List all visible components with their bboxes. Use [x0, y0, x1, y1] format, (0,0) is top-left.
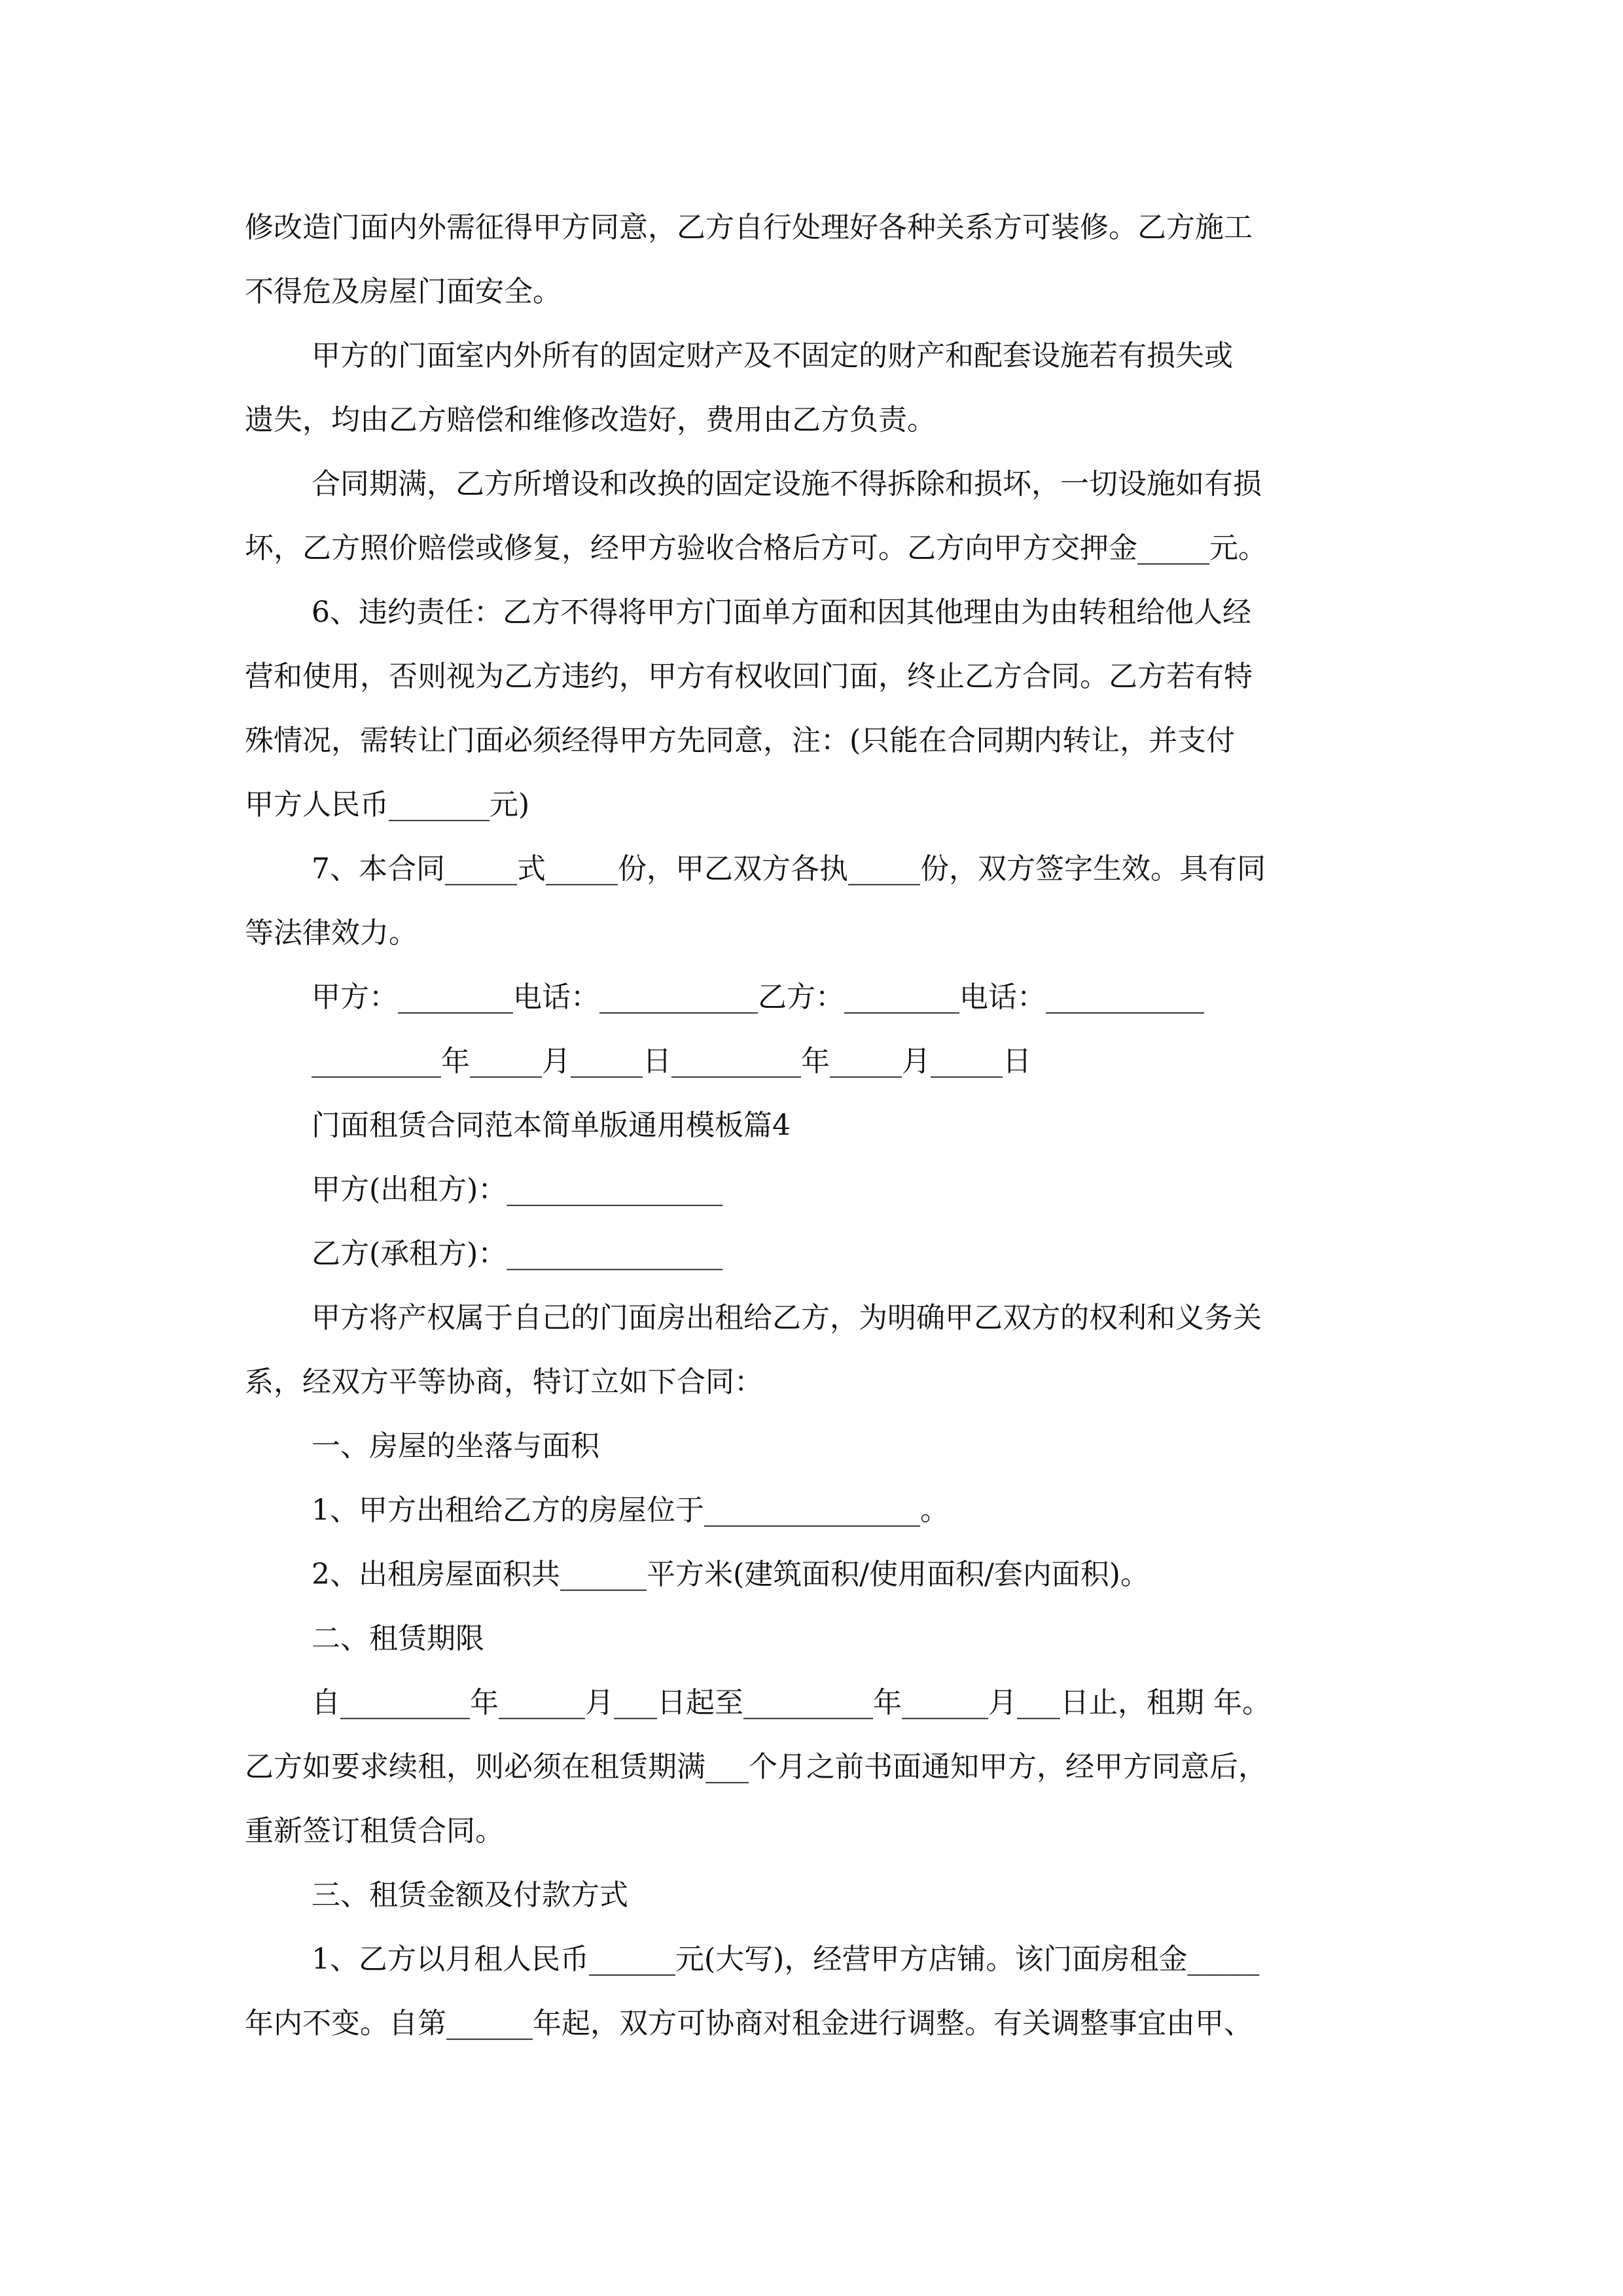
text-line: 重新签订租赁合同。	[245, 1814, 504, 1848]
section-heading: 二、租赁期限	[312, 1622, 484, 1655]
text-line: 营和使用，否则视为乙方违约，甲方有权收回门面，终止乙方合同。乙方若有特	[245, 660, 1253, 693]
section-heading: 一、房屋的坐落与面积	[312, 1429, 599, 1463]
section-heading: 三、租赁金额及付款方式	[312, 1878, 628, 1912]
text-line: 2、出租房屋面积共______平方米(建筑面积/使用面积/套内面积)。	[312, 1558, 1149, 1591]
text-line: 等法律效力。	[245, 916, 418, 950]
text-line: 自_________年______月___日起至_________年______月___日止，租期 年。	[312, 1686, 1271, 1719]
text-line: 甲方的门面室内外所有的固定财产及不固定的财产和配套设施若有损失或	[312, 339, 1233, 372]
text-line: 系，经双方平等协商，特订立如下合同：	[245, 1365, 763, 1399]
text-line: 1、乙方以月租人民币______元(大写)，经营甲方店铺。该门面房租金_____	[312, 1943, 1260, 1976]
text-line: 7、本合同_____式_____份，甲乙双方各执_____份，双方签字生效。具有同	[312, 852, 1266, 886]
lessee-line: 乙方(承租方)：_______________	[312, 1237, 723, 1270]
text-line: 坏，乙方照价赔偿或修复，经甲方验收合格后方可。乙方向甲方交押金_____元。	[245, 531, 1267, 565]
text-line: 殊情况，需转让门面必须经得甲方先同意，注：(只能在合同期内转让，并支付	[245, 724, 1236, 757]
text-line: 甲方将产权属于自己的门面房出租给乙方，为明确甲乙双方的权利和义务关	[312, 1301, 1262, 1335]
text-line: 合同期满，乙方所增设和改换的固定设施不得拆除和损坏，一切设施如有损	[312, 467, 1262, 501]
signature-line: 甲方：________电话：___________乙方：________电话：___________	[312, 980, 1204, 1014]
text-line: 遗失，均由乙方赔偿和维修改造好，费用由乙方负责。	[245, 403, 936, 437]
section-title: 门面租赁合同范本简单版通用模板篇4	[312, 1109, 791, 1142]
text-line: 修改造门面内外需征得甲方同意，乙方自行处理好各种关系方可装修。乙方施工	[245, 211, 1253, 244]
text-line: 乙方如要求续租，则必须在租赁期满___个月之前书面通知甲方，经甲方同意后，	[245, 1750, 1267, 1784]
date-line: _________年_____月_____日_________年_____月_____日	[312, 1045, 1031, 1078]
text-line: 不得危及房屋门面安全。	[245, 275, 562, 308]
text-line: 1、甲方出租给乙方的房屋位于_______________。	[312, 1494, 949, 1527]
text-line: 甲方人民币_______元)	[245, 788, 530, 821]
text-line: 年内不变。自第______年起，双方可协商对租金进行调整。有关调整事宜由甲、	[245, 2007, 1253, 2040]
lessor-line: 甲方(出租方)：_______________	[312, 1173, 723, 1206]
text-line: 6、违约责任：乙方不得将甲方门面单方面和因其他理由为由转租给他人经	[312, 596, 1251, 629]
